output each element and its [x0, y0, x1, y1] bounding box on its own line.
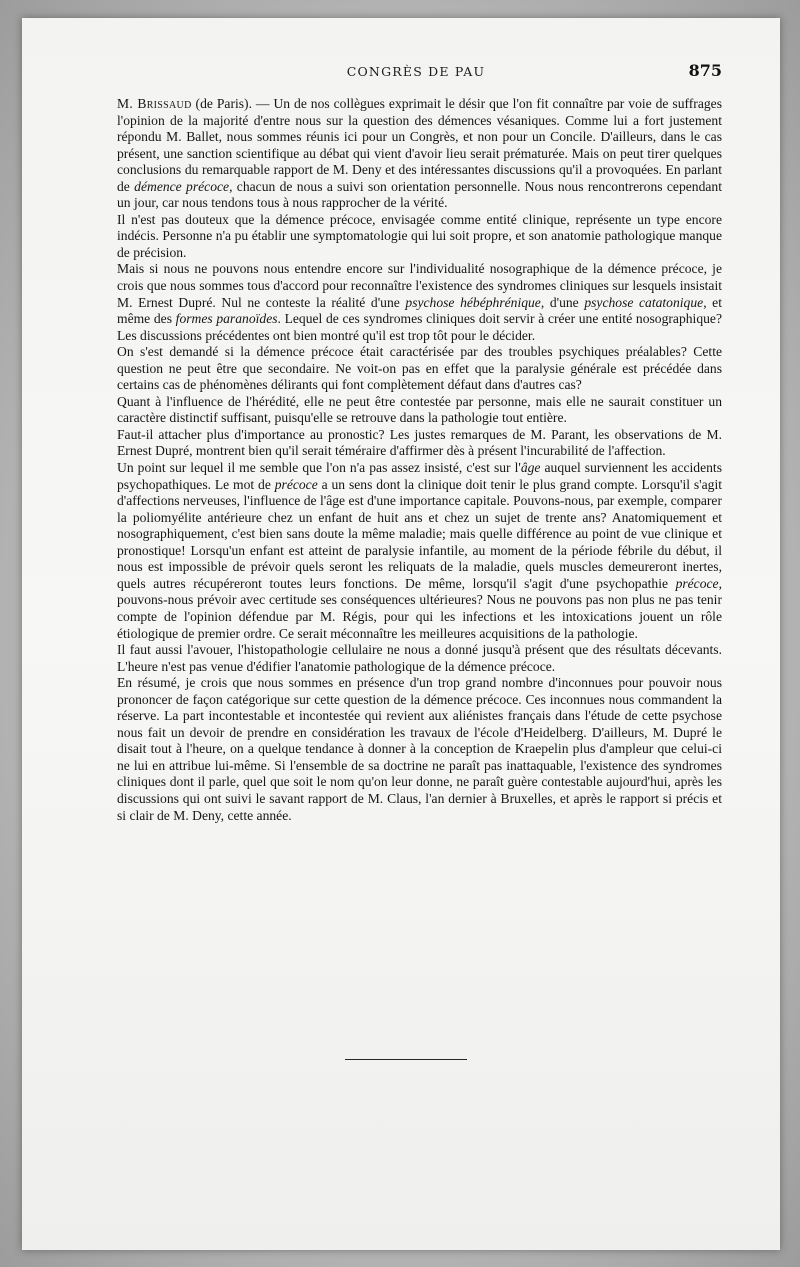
italic-term: psychose catatonique — [584, 294, 704, 310]
paragraph — [117, 261, 722, 344]
text-run: On s'est demandé si la démence précoce était caractérisée par des troubles psychiques préalables? Cette question ne peut être que secondaire. Ne voit-on pas en effet que la paralysie générale est précédée dans certains cas de phénomènes délirants qui font complètement défaut dans d'autres cas? — [117, 344, 722, 393]
text-run: Faut-il attacher plus d'importance au pronostic? Les justes remarques de M. Parant, les observations de M. Ernest Dupré, montrent bien qu'il serait téméraire d'affirmer dès à présent l'incurabilité de l'affection. — [117, 426, 722, 459]
italic-term: précoce — [675, 575, 719, 591]
text-run: , et même des — [117, 294, 722, 327]
paragraph — [117, 460, 722, 642]
text-run: a un sens dont la clinique doit tenir le plus grand compte. Lorsqu'il s'agit d'affections nerveuses, l'influence de l'âge est d'une importance capitale. Pouvons-nous, par exemple, comparer la poliomyélite antérieure chez un enfant de huit ans et chez un sujet de trente ans? Anatomiquement et nosographiquement, c'est bien sans doute la même maladie; mais quelle différence au point de vue clinique et pronostique! Lorsqu'un enfant est atteint de paralysie infantile, au moment de la période fébrile du début, il nous est impossible de prévoir quels seront les reliquats de la maladie, quels muscles demeureront inertes, quels autres récupéreront toutes leurs fonctions. De même, lorsqu'il s'agit d'une psychopathie — [117, 476, 722, 591]
running-title: CONGRÈS DE PAU — [346, 64, 486, 79]
end-rule — [345, 1059, 467, 1060]
text-run: , d'une — [540, 294, 585, 310]
text-run: Un point sur lequel il me semble que l'on n'a pas assez insisté, c'est sur l' — [117, 460, 521, 476]
italic-term: psychose hébéphrénique — [405, 294, 541, 310]
paragraph — [117, 394, 722, 427]
paragraph — [117, 427, 722, 460]
text-run: (de Paris). — Un de nos collègues exprimait le désir que l'on fit connaître par voie de suffrages l'opinion de la majorité d'entre nous sur la question des démences vésaniques. Comme lui a fort justement répondu M. Ballet, nous sommes réunis ici pour un Congrès, et non pour un Concile. D'ailleurs, dans le cas présent, une sanction scientifique au débat qui vient d'avoir lieu serait prématurée. Mais on peut tirer quelques conclusions du remarquable rapport de M. Deny et des intéressantes discussions qu'il a provoquées. En parlant de — [117, 96, 722, 194]
paragraph — [117, 212, 722, 262]
text-run: Quant à l'influence de l'hérédité, elle ne peut être contestée par personne, mais elle ne saurait constituer un caractère distinctif suffisant, puisqu'elle se retrouve dans la pathologie tout entière. — [117, 393, 722, 426]
text-run: , pouvons-nous prévoir avec certitude ses conséquences ultérieures? Nous ne pouvons pas non plus ne pas tenir compte de l'opinion défendue par M. Régis, pour qui les infections et les intoxications jouent un rôle étiologique de premier ordre. Ce serait méconnaître les meilleures acquisitions de la pathologie. — [117, 575, 722, 641]
text-run: , chacun de nous a suivi son orientation personnelle. Nous nous rencontrerons cependant un jour, car nous tendons tous à nous rapprocher de la vérité. — [117, 178, 722, 211]
text-run: . Lequel de ces syndromes cliniques doit servir à créer une entité nosographique? Les discussions précédentes ont bien montré qu'il est trop tôt pour le décider. — [117, 311, 722, 343]
speaker-name: M. Brissaud — [117, 96, 192, 111]
page-number: 875 — [688, 61, 722, 80]
paragraph — [117, 675, 722, 824]
italic-term: formes paranoïdes — [175, 311, 278, 327]
text-run: En résumé, je crois que nous sommes en présence d'un trop grand nombre d'inconnues pour pouvoir nous prononcer de façon catégorique sur cette question de la démence précoce. Ces inconnues nous commandent la réserve. La part incontestable et incontestée qui revient aux aliénistes français dans l'étude de cette psychose nous fait un devoir de prendre en considération les travaux de l'école d'Heidelberg. D'ailleurs, M. Dupré le disait tout à l'heure, on a quelque tendance à donner à la conception de Kraepelin plus d'ampleur que celui-ci ne lui en attribue lui-même. Si l'ensemble de sa doctrine ne paraît pas inattaquable, l'existence des syndromes cliniques dont il parle, quel que soit le nom qu'on leur donne, ne paraît guère contestable aujourd'hui, après les discussions qui ont suivi le savant rapport de M. Claus, l'an dernier à Bruxelles, et après le rapport si précis et si clair de M. Deny, cette année. — [117, 675, 722, 823]
text-run: auquel surviennent les accidents psychopathiques. Le mot de — [117, 460, 722, 492]
paragraph — [117, 96, 722, 212]
text-run: Il faut aussi l'avouer, l'histopathologie cellulaire ne nous a donné jusqu'à présent que des résultats décevants. L'heure n'est pas venue d'édifier l'anatomie pathologique de la démence précoce. — [117, 642, 722, 674]
text-run: Il n'est pas douteux que la démence précoce, envisagée comme entité clinique, représente un type encore indécis. Personne n'a pu établir une symptomatologie qui lui soit propre, et son anatomie pathologique manque de précision. — [117, 211, 722, 260]
paragraph — [117, 344, 722, 394]
paragraph — [117, 642, 722, 675]
italic-term: démence précoce — [134, 178, 230, 194]
text-run: Mais si nous ne pouvons nous entendre encore sur l'individualité nosographique de la démence précoce, je crois que nous sommes tous d'accord pour reconnaître l'existence des syndromes cliniques sur lesquels insistait M. Ernest Dupré. Nul ne conteste la réalité d'une — [117, 261, 722, 310]
italic-term: âge — [520, 460, 541, 476]
body-text — [117, 96, 722, 824]
page-header — [110, 61, 722, 86]
italic-term: précoce — [274, 476, 318, 492]
